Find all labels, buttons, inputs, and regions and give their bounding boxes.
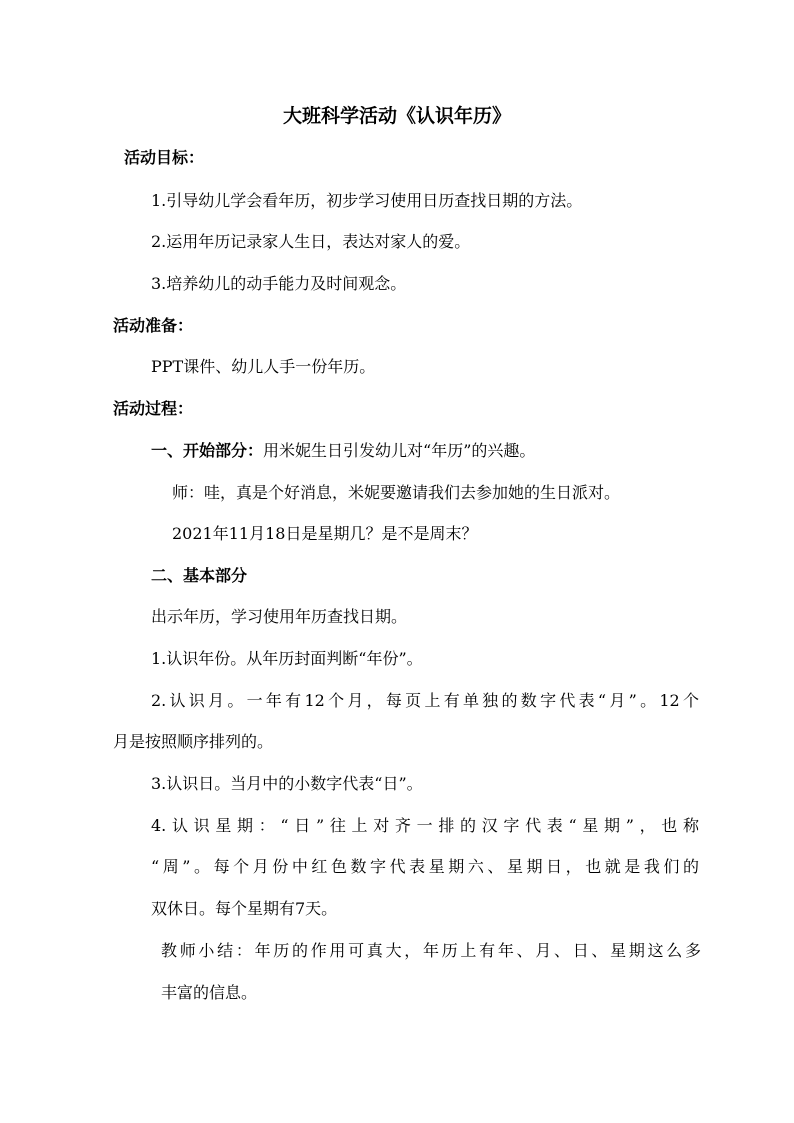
preparation-text: PPT课件、幼儿人手一份年历。 — [151, 357, 376, 376]
part2-label: 二、基本部分 — [151, 566, 248, 585]
goal-item-1: 1.引导幼儿学会看年历，初步学习使用日历查找日期的方法。 — [151, 191, 583, 210]
step-line-3: 月是按照顺序排列的。 — [113, 732, 274, 751]
question-line: 2021年11月18日是星期几？是不是周末？ — [172, 524, 478, 543]
step-line-2: 2.认识月。一年有12个月，每页上有单独的数字代表“月”。12个 — [151, 691, 699, 710]
step-line-5: 4.认识星期：“日”往上对齐一排的汉字代表“星期”，也称 — [151, 816, 699, 835]
step-line-4: 3.认识日。当月中的小数字代表“日”。 — [151, 774, 423, 793]
intro-line: 出示年历，学习使用年历查找日期。 — [151, 607, 408, 626]
summary-line-2: 丰富的信息。 — [161, 983, 258, 1002]
preparation-heading: 活动准备： — [113, 316, 194, 335]
part1-line — [151, 440, 535, 462]
goal-item-3: 3.培养幼儿的动手能力及时间观念。 — [151, 274, 407, 293]
goal-item-2: 2.运用年历记录家人生日，表达对家人的爱。 — [151, 232, 471, 251]
step-line-1: 1.认识年份。从年历封面判断“年份”。 — [151, 649, 423, 668]
teacher-line: 师：哇，真是个好消息，米妮要邀请我们去参加她的生日派对。 — [172, 483, 621, 502]
part1-label: 一、开始部分： — [151, 441, 264, 460]
document-title: 大班科学活动《认识年历》 — [282, 105, 511, 127]
process-heading: 活动过程： — [113, 399, 194, 418]
step-line-6: “周”。每个月份中红色数字代表星期六、星期日，也就是我们的 — [151, 857, 699, 876]
part1-text: 用米妮生日引发幼儿对“年历”的兴趣。 — [263, 441, 536, 460]
step-line-7: 双休日。每个星期有7天。 — [151, 899, 338, 918]
goals-heading: 活动目标： — [124, 148, 205, 167]
summary-line-1: 教师小结：年历的作用可真大，年历上有年、月、日、星期这么多 — [161, 941, 701, 960]
